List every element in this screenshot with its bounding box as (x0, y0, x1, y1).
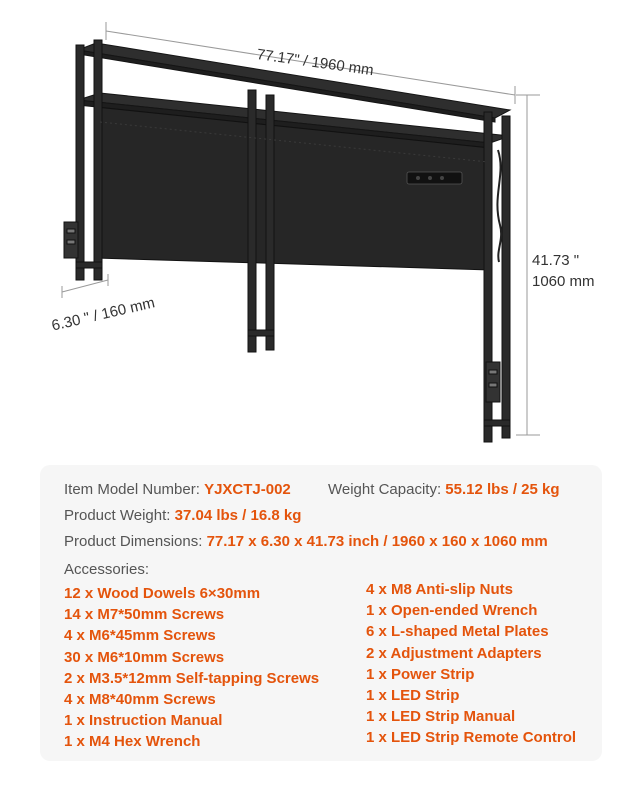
accessory-item: 1 x LED Strip Remote Control (366, 729, 577, 747)
product-dimensions-label: Product Dimensions: (64, 533, 203, 550)
accessory-item: 4 x M6*45mm Screws (64, 627, 216, 645)
power-cable (497, 150, 501, 262)
accessories-list-right (366, 579, 576, 749)
accessory-item: 14 x M7*50mm Screws (64, 606, 225, 624)
product-dimensions-value: 77.17 x 6.30 x 41.73 inch / 1960 x 160 x 1060 mm (206, 533, 548, 550)
accessory-item: 1 x LED Strip (366, 686, 460, 704)
accessory-item: 2 x Adjustment Adapters (366, 644, 542, 662)
specs-panel (40, 465, 602, 761)
depth-dimension-label: 6.30 " / 160 mm (50, 294, 157, 335)
accessories-list-left (64, 583, 319, 753)
accessory-item: 1 x Power Strip (366, 665, 475, 683)
weight-capacity-row (328, 481, 560, 498)
accessory-item: 1 x M4 Hex Wrench (64, 733, 201, 751)
product-weight-row (64, 507, 301, 524)
product-weight-value: 37.04 lbs / 16.8 kg (174, 507, 302, 524)
model-number-row (64, 481, 291, 498)
model-number-value: YJXCTJ-002 (204, 481, 291, 498)
height-dimension-mm-label: 1060 mm (532, 273, 595, 290)
accessories-title: Accessories: (64, 561, 150, 578)
weight-capacity-label: Weight Capacity: (328, 481, 442, 498)
width-dimension-label: 77.17" / 1960 mm (255, 46, 375, 80)
accessory-item: 1 x Open-ended Wrench (366, 602, 538, 620)
accessory-item: 12 x Wood Dowels 6×30mm (64, 585, 261, 602)
accessory-item: 4 x M8 Anti-slip Nuts (366, 581, 513, 598)
product-dimensions-row (64, 533, 548, 550)
accessory-item: 2 x M3.5*12mm Self-tapping Screws (64, 669, 320, 687)
product-weight-label: Product Weight: (64, 507, 171, 524)
accessory-item: 30 x M6*10mm Screws (64, 648, 225, 666)
accessory-item: 4 x M8*40mm Screws (64, 690, 216, 708)
weight-capacity-value: 55.12 lbs / 25 kg (445, 481, 560, 498)
power-strip-icon (407, 172, 462, 184)
height-dimension-inch-label: 41.73 " (532, 252, 580, 269)
accessory-item: 1 x LED Strip Manual (366, 708, 516, 726)
accessory-item: 6 x L-shaped Metal Plates (366, 623, 549, 641)
model-number-label: Item Model Number: (64, 481, 200, 498)
accessory-item: 1 x Instruction Manual (64, 712, 223, 730)
